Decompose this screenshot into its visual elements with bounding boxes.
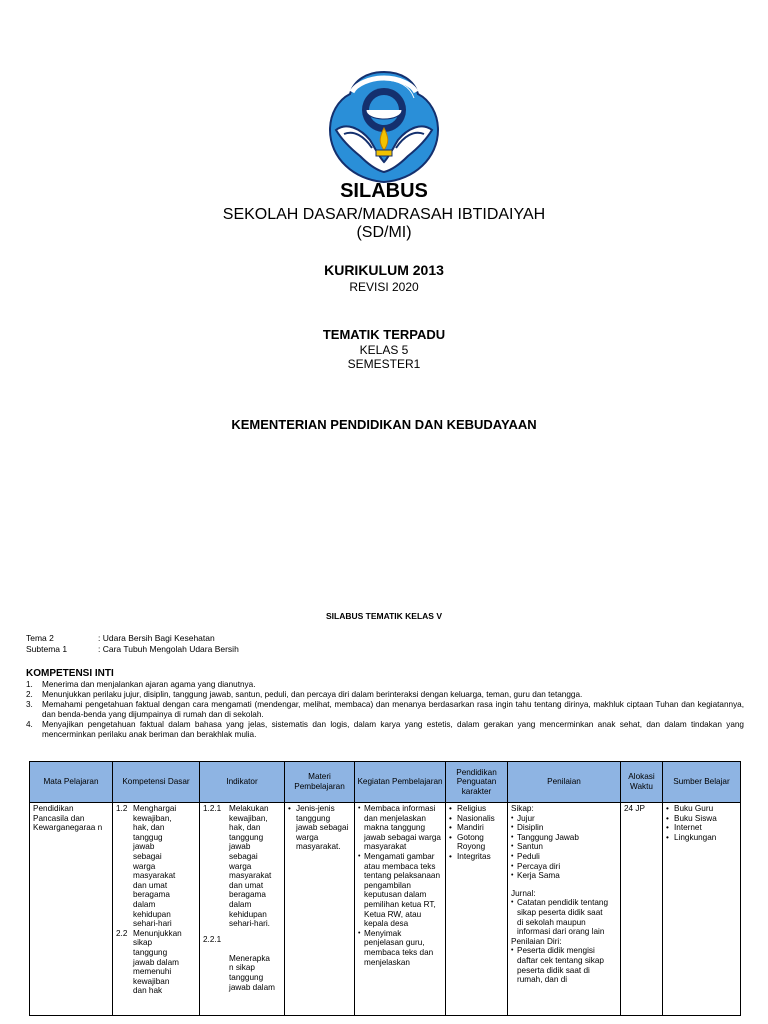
tema-value: : Udara Bersih Bagi Kesehatan: [98, 633, 215, 643]
sikap-item: • Peduli: [511, 852, 617, 862]
penilaian-diri-item: • Peserta didik mengisi daftar cek tentang sikap peserta didik saat di rumah, dan di: [511, 946, 617, 984]
col-header: Kompetensi Dasar: [113, 762, 200, 803]
jurnal-item: • Catatan pendidik tentang sikap peserta didik saat di sekolah maupun informasi dari orang lain: [511, 898, 617, 936]
indicator-item: 1.2.1 Melakukan kewajiban, hak, dan tanggung jawab sebagai warga masyarakat dan umat beragama dalam kehidupan sehari-hari.: [203, 804, 272, 929]
activity-item: • Membaca informasi dan menjelaskan makna tanggung jawab sebagai warga masyarakat: [358, 804, 442, 852]
col-header: Penilaian: [508, 762, 621, 803]
sikap-item: • Kerja Sama: [511, 871, 617, 881]
material-cell: [285, 803, 355, 1016]
cover-school-abbrev: (SD/MI): [356, 224, 412, 241]
kd-item: 1.2 Menghargai kewajiban, hak, dan tanggug jawab sebagai warga masyarakat dan umat beragama dalam kehidupan sehari-hari: [116, 804, 177, 929]
sikap-item: • Jujur: [511, 814, 617, 824]
source-item: • Internet: [666, 823, 737, 833]
cover-title: SILABUS: [340, 180, 428, 202]
col-header: Indikator: [200, 762, 285, 803]
syllabus-table: [29, 761, 741, 1016]
subtema-value: : Cara Tubuh Mengolah Udara Bersih: [98, 644, 239, 654]
ki-item: 3. Memahami pengetahuan faktual dengan cara mengamati (mendengar, melihat, membaca) dan menanya berdasarkan rasa ingin tahu tentang dirinya, makhluk ciptaan Tuhan dan kegiatannya, dan benda-benda yang dijumpainya di rumah dan di sekolah.: [26, 700, 744, 719]
ki-list: [26, 680, 744, 740]
col-header: Mata Pelajaran: [30, 762, 113, 803]
tema-label: Tema 2: [26, 633, 54, 643]
penilaian-diri-title: Penilaian Diri:: [511, 936, 562, 946]
kd-item: 2.2 Menunjukkan sikap tanggung jawab dalam memenuhi kewajiban dan hak: [116, 928, 182, 996]
col-header: Materi Pembelajaran: [285, 762, 355, 803]
cover-theme-type: TEMATIK TERPADU: [322, 327, 446, 342]
ki-item: 2. Menunjukkan perilaku jujur, disiplin, tanggung jawab, santun, peduli, dan percaya diri dalam berinteraksi dengan keluarga, teman, guru dan tetangga.: [26, 690, 583, 699]
col-header: Sumber Belajar: [663, 762, 741, 803]
sikap-item: • Percaya diri: [511, 862, 617, 872]
table-header-row: [30, 762, 741, 803]
cover-revision: REVISI 2020: [349, 280, 419, 294]
ki-item: 1. Menerima dan menjalankan ajaran agama yang dianutnya.: [26, 680, 256, 689]
activity-item: • Mengamati gambar atau membaca teks tentang pelaksanaan pengambilan keputusan dalam pemilihan ketua RT, Ketua RW, atau kepala desa: [358, 852, 442, 929]
character-item: • Gotong Royong: [449, 833, 504, 852]
ki-item: 4. Menyajikan pengetahuan faktual dalam bahasa yang jelas, sistematis dan logis, dalam karya yang estetis, dalam gerakan yang mencerminkan anak sehat, dan dalam tindakan yang mencerminkan perilaku anak beriman dan berakhlak mulia.: [26, 720, 744, 739]
cover-semester: SEMESTER1: [347, 357, 421, 371]
ki-title: KOMPETENSI INTI: [26, 668, 114, 679]
character-item: • Mandiri: [449, 823, 504, 833]
indicator-cell: [200, 803, 285, 1016]
tut-wuri-handayani-logo: [326, 70, 442, 184]
character-item: • Religius: [449, 804, 504, 814]
activity-cell: [355, 803, 446, 1016]
cover-ministry: KEMENTERIAN PENDIDIKAN DAN KEBUDAYAAN: [231, 417, 537, 432]
col-header: Pendidikan Penguatan karakter: [446, 762, 508, 803]
col-header: Alokasi Waktu: [621, 762, 663, 803]
activity-item: • Menyimak penjelasan guru, membaca teks dan menjelaskan: [358, 929, 442, 967]
cover-curriculum: KURIKULUM 2013: [324, 262, 444, 278]
source-cell: [663, 803, 741, 1016]
table-row: [30, 803, 741, 1016]
sikap-item: • Disiplin: [511, 823, 617, 833]
sikap-title: Sikap:: [511, 804, 534, 813]
character-item: • Nasionalis: [449, 814, 504, 824]
time-cell: 24 JP: [621, 803, 663, 1016]
assessment-cell: [508, 803, 621, 1016]
col-header: Kegiatan Pembelajaran: [355, 762, 446, 803]
character-cell: [446, 803, 508, 1016]
character-item: • Integritas: [449, 852, 504, 862]
cover-school-line: SEKOLAH DASAR/MADRASAH IBTIDAIYAH: [222, 206, 546, 223]
syllabus-heading: SILABUS TEMATIK KELAS V: [325, 611, 442, 621]
kd-cell: [113, 803, 200, 1016]
sikap-item: • Tanggung Jawab: [511, 833, 617, 843]
source-item: • Buku Siswa: [666, 814, 737, 824]
source-item: • Lingkungan: [666, 833, 737, 843]
indicator-item: 2.2.1 Menerapka n sikap tanggung jawab dalam: [203, 934, 275, 992]
cover-grade: KELAS 5: [359, 343, 409, 357]
sikap-item: • Santun: [511, 842, 617, 852]
subtema-label: Subtema 1: [26, 644, 68, 654]
material-item: • Jenis-jenis tanggung jawab sebagai warga masyarakat.: [288, 804, 351, 852]
subject-cell: Pendidikan Pancasila dan Kewarganegaraa n: [30, 803, 113, 1016]
source-item: • Buku Guru: [666, 804, 737, 814]
jurnal-title: Jurnal:: [511, 888, 536, 898]
